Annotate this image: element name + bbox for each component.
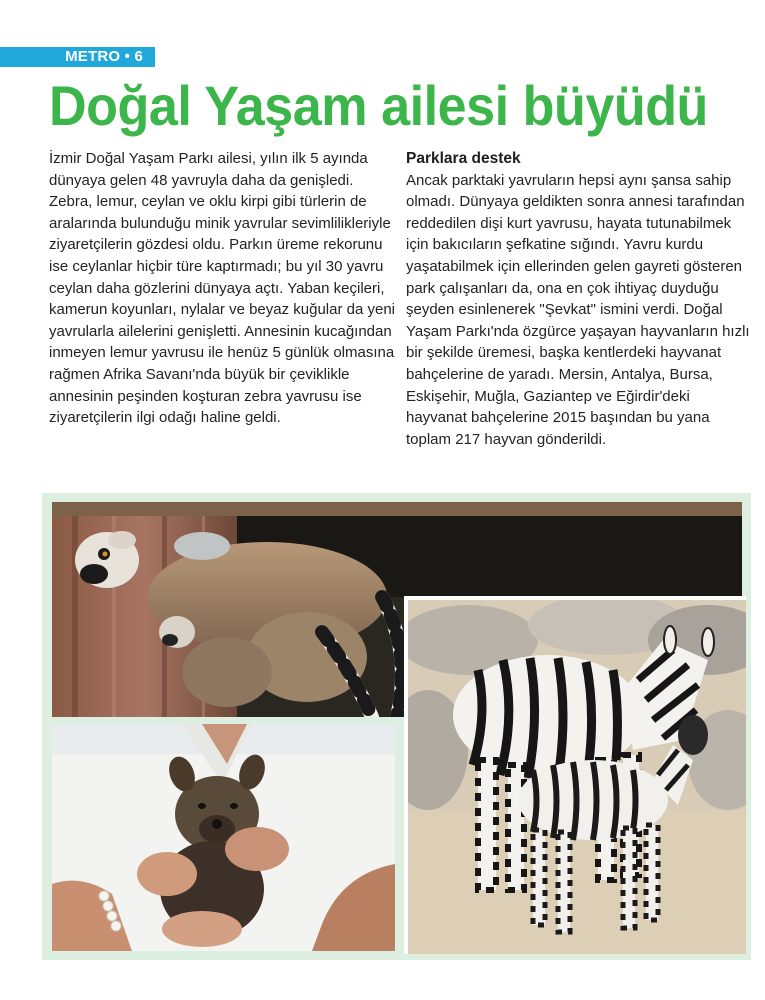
wolf-pup-photo bbox=[52, 724, 395, 951]
article-body-left: İzmir Doğal Yaşam Parkı ailesi, yılın ilk 5 ayında dünyaya gelen 48 yavruyla daha da genişledi. Zebra, lemur, ceylan ve oklu kirpi gibi türlerin de aralarında bulunduğu minik yavrular sevimlilikleriyle ziyaretçilerin gözdesi oldu. Parkın üreme rekorunu ise ceylanlar hiçbir türe kaptırmadı; bu yıl 30 yavru ceylan daha gözlerini dünyaya açtı. Yaban keçileri, kamerun koyunları, nylalar ve beyaz kuğular da yeni yavrularla ailelerini genişletti. Annesinin kucağından inmeyen lemur yavrusu ile henüz 5 günlük olmasına rağmen Afrika Savanı'nda büyük bir çeviklikle annesinin peşinden koşturan zebra yavrusu ise ziyaretçilerin ilgi odağı haline geldi. bbox=[49, 150, 396, 427]
article-subhead: Parklara destek bbox=[406, 150, 521, 167]
article-column-left bbox=[49, 148, 399, 429]
section-tag: METRO • 6 bbox=[0, 47, 155, 67]
page-title: Doğal Yaşam ailesi büyüdü bbox=[49, 74, 708, 137]
article-body-right: Ancak parktaki yavruların hepsi aynı şansa sahip olmadı. Dünyaya geldikten sonra annesi tarafından reddedilen dişi kurt yavrusu, hayata tutunabilmek için bakıcıların şefkatine sığındı. Yavru kurdu yaşatabilmek için ellerinden gelen gayreti gösteren park çalışanları da, ona en çok ihtiyaç duyduğu şeyden esinlenerek "Şevkat" ismini verdi. Doğal Yaşam Parkı'nda özgürce yaşayan hayvanların hızlı bir şekilde üremesi, başka kentlerdeki hayvanat bahçelerine de yaradı. Mersin, Antalya, Bursa, Eskişehir, Muğla, Gaziantep ve Eğirdir'deki hayvanat bahçelerine 2015 başından bu yana toplam 217 hayvan gönderildi. bbox=[406, 171, 750, 448]
article-column-right bbox=[406, 148, 751, 450]
zebra-photo bbox=[404, 596, 746, 954]
